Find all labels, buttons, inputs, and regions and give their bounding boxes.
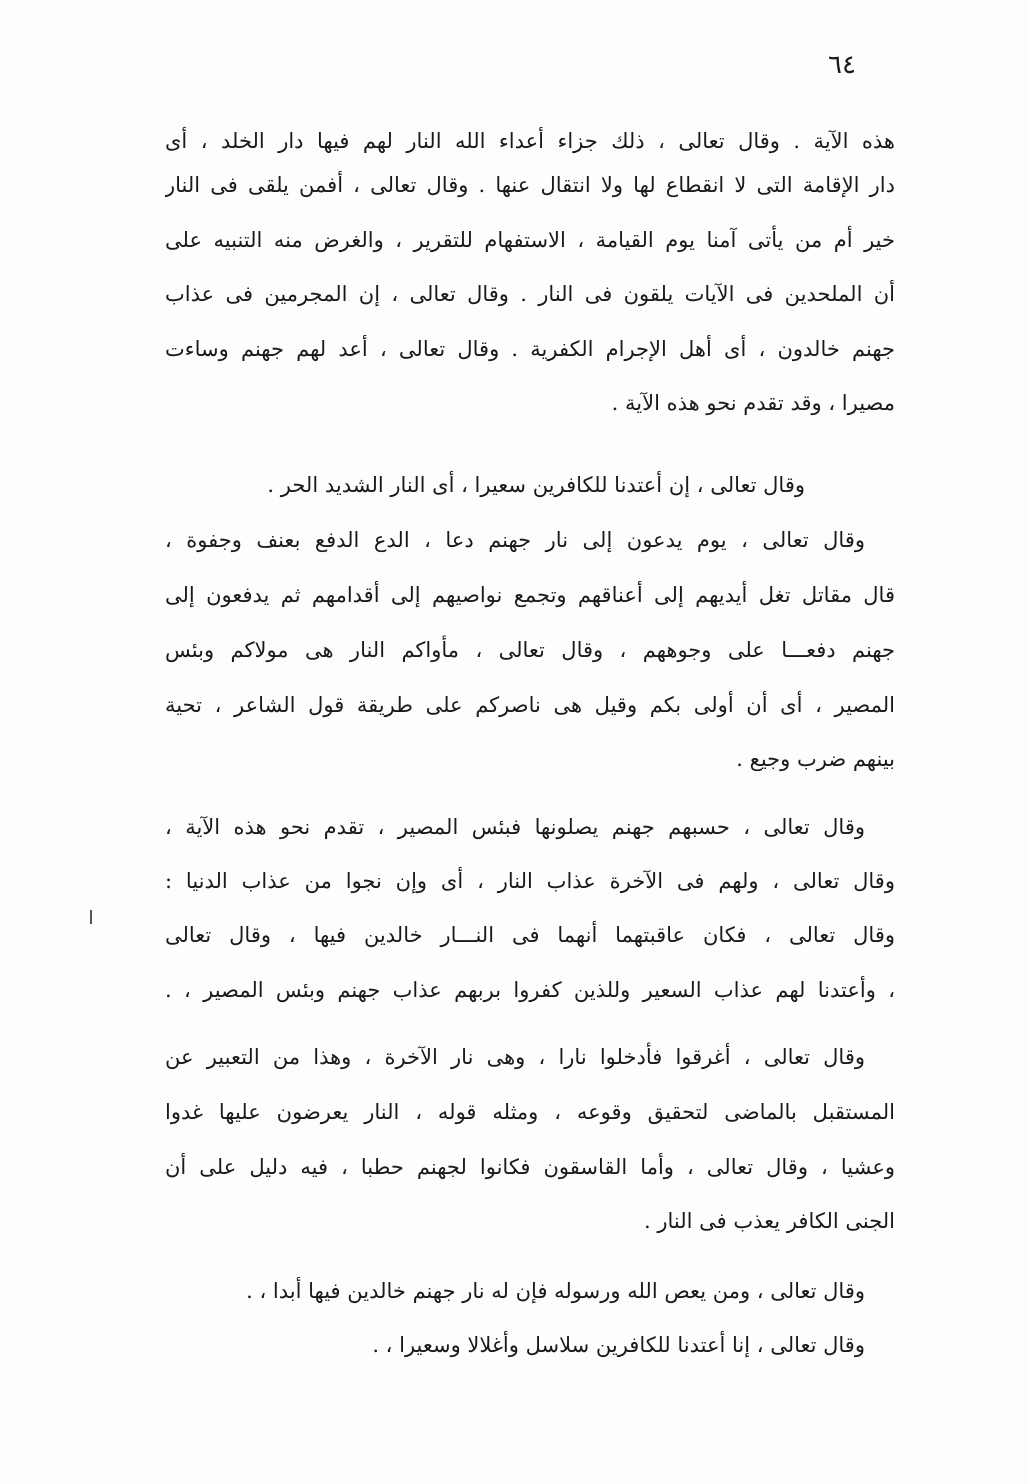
- text-line: المصير ، أى أن أولى بكم وقيل هى ناصركم على طريقة قول الشاعر ، تحية: [165, 693, 895, 717]
- text-line: جهنم خالدون ، أى أهل الإجرام الكفرية . وقال تعالى ، أعد لهم جهنم وساءت: [165, 337, 895, 361]
- text-line: مصيرا ، وقد تقدم نحو هذه الآية .: [611, 391, 895, 415]
- text-line: وقال تعالى ، أغرقوا فأدخلوا نارا ، وهى نار الآخرة ، وهذا من التعبير عن: [165, 1045, 865, 1069]
- text-line: خير أم من يأتى آمنا يوم القيامة ، الاستفهام للتقرير ، والغرض منه التنبيه على: [165, 228, 895, 252]
- text-line: المستقبل بالماضى لتحقيق وقوعه ، ومثله قوله ، النار يعرضون عليها غدوا: [165, 1100, 895, 1124]
- margin-mark: [90, 910, 92, 924]
- text-line: وقال تعالى ، فكان عاقبتهما أنهما فى النـــار خالدين فيها ، وقال تعالى: [165, 923, 895, 947]
- text-line: الجنى الكافر يعذب فى النار .: [644, 1209, 895, 1233]
- text-line: دار الإقامة التى لا انقطاع لها ولا انتقال عنها . وقال تعالى ، أفمن يلقى فى النار: [165, 173, 895, 197]
- text-line: جهنم دفعـــا على وجوههم ، وقال تعالى ، مأواكم النار هى مولاكم وبئس: [165, 638, 895, 662]
- text-line: وقال تعالى ، يوم يدعون إلى نار جهنم دعا ، الدع الدفع بعنف وجفوة ،: [165, 528, 865, 552]
- text-line: وعشيا ، وقال تعالى ، وأما القاسقون فكانوا لجهنم حطبا ، فيه دليل على أن: [165, 1155, 895, 1179]
- text-line: بينهم ضرب وجيع .: [736, 747, 895, 771]
- text-line: أن الملحدين فى الآيات يلقون فى النار . وقال تعالى ، إن المجرمين فى عذاب: [165, 282, 895, 306]
- text-line: وقال تعالى ، ولهم فى الآخرة عذاب النار ، أى وإن نجوا من عذاب الدنيا :: [165, 869, 895, 893]
- text-line: وقال تعالى ، ومن يعص الله ورسوله فإن له نار جهنم خالدين فيها أبدا ، .: [246, 1279, 865, 1303]
- text-line: وقال تعالى ، إن أعتدنا للكافرين سعيرا ، أى النار الشديد الحر .: [267, 473, 805, 497]
- text-line: وقال تعالى ، حسبهم جهنم يصلونها فبئس المصير ، تقدم نحو هذه الآية ،: [165, 815, 865, 839]
- text-line: هذه الآية . وقال تعالى ، ذلك جزاء أعداء الله النار لهم فيها دار الخلد ، أى: [165, 129, 895, 153]
- text-line: وقال تعالى ، إنا أعتدنا للكافرين سلاسل وأغلالا وسعيرا ، .: [372, 1333, 865, 1357]
- text-line: ، وأعتدنا لهم عذاب السعير وللذين كفروا بربهم عذاب جهنم وبئس المصير ، .: [165, 978, 895, 1002]
- page-number: ٦٤: [828, 50, 856, 80]
- text-line: قال مقاتل تغل أيديهم إلى أعناقهم وتجمع نواصيهم إلى أقدامهم ثم يدفعون إلى: [165, 583, 895, 607]
